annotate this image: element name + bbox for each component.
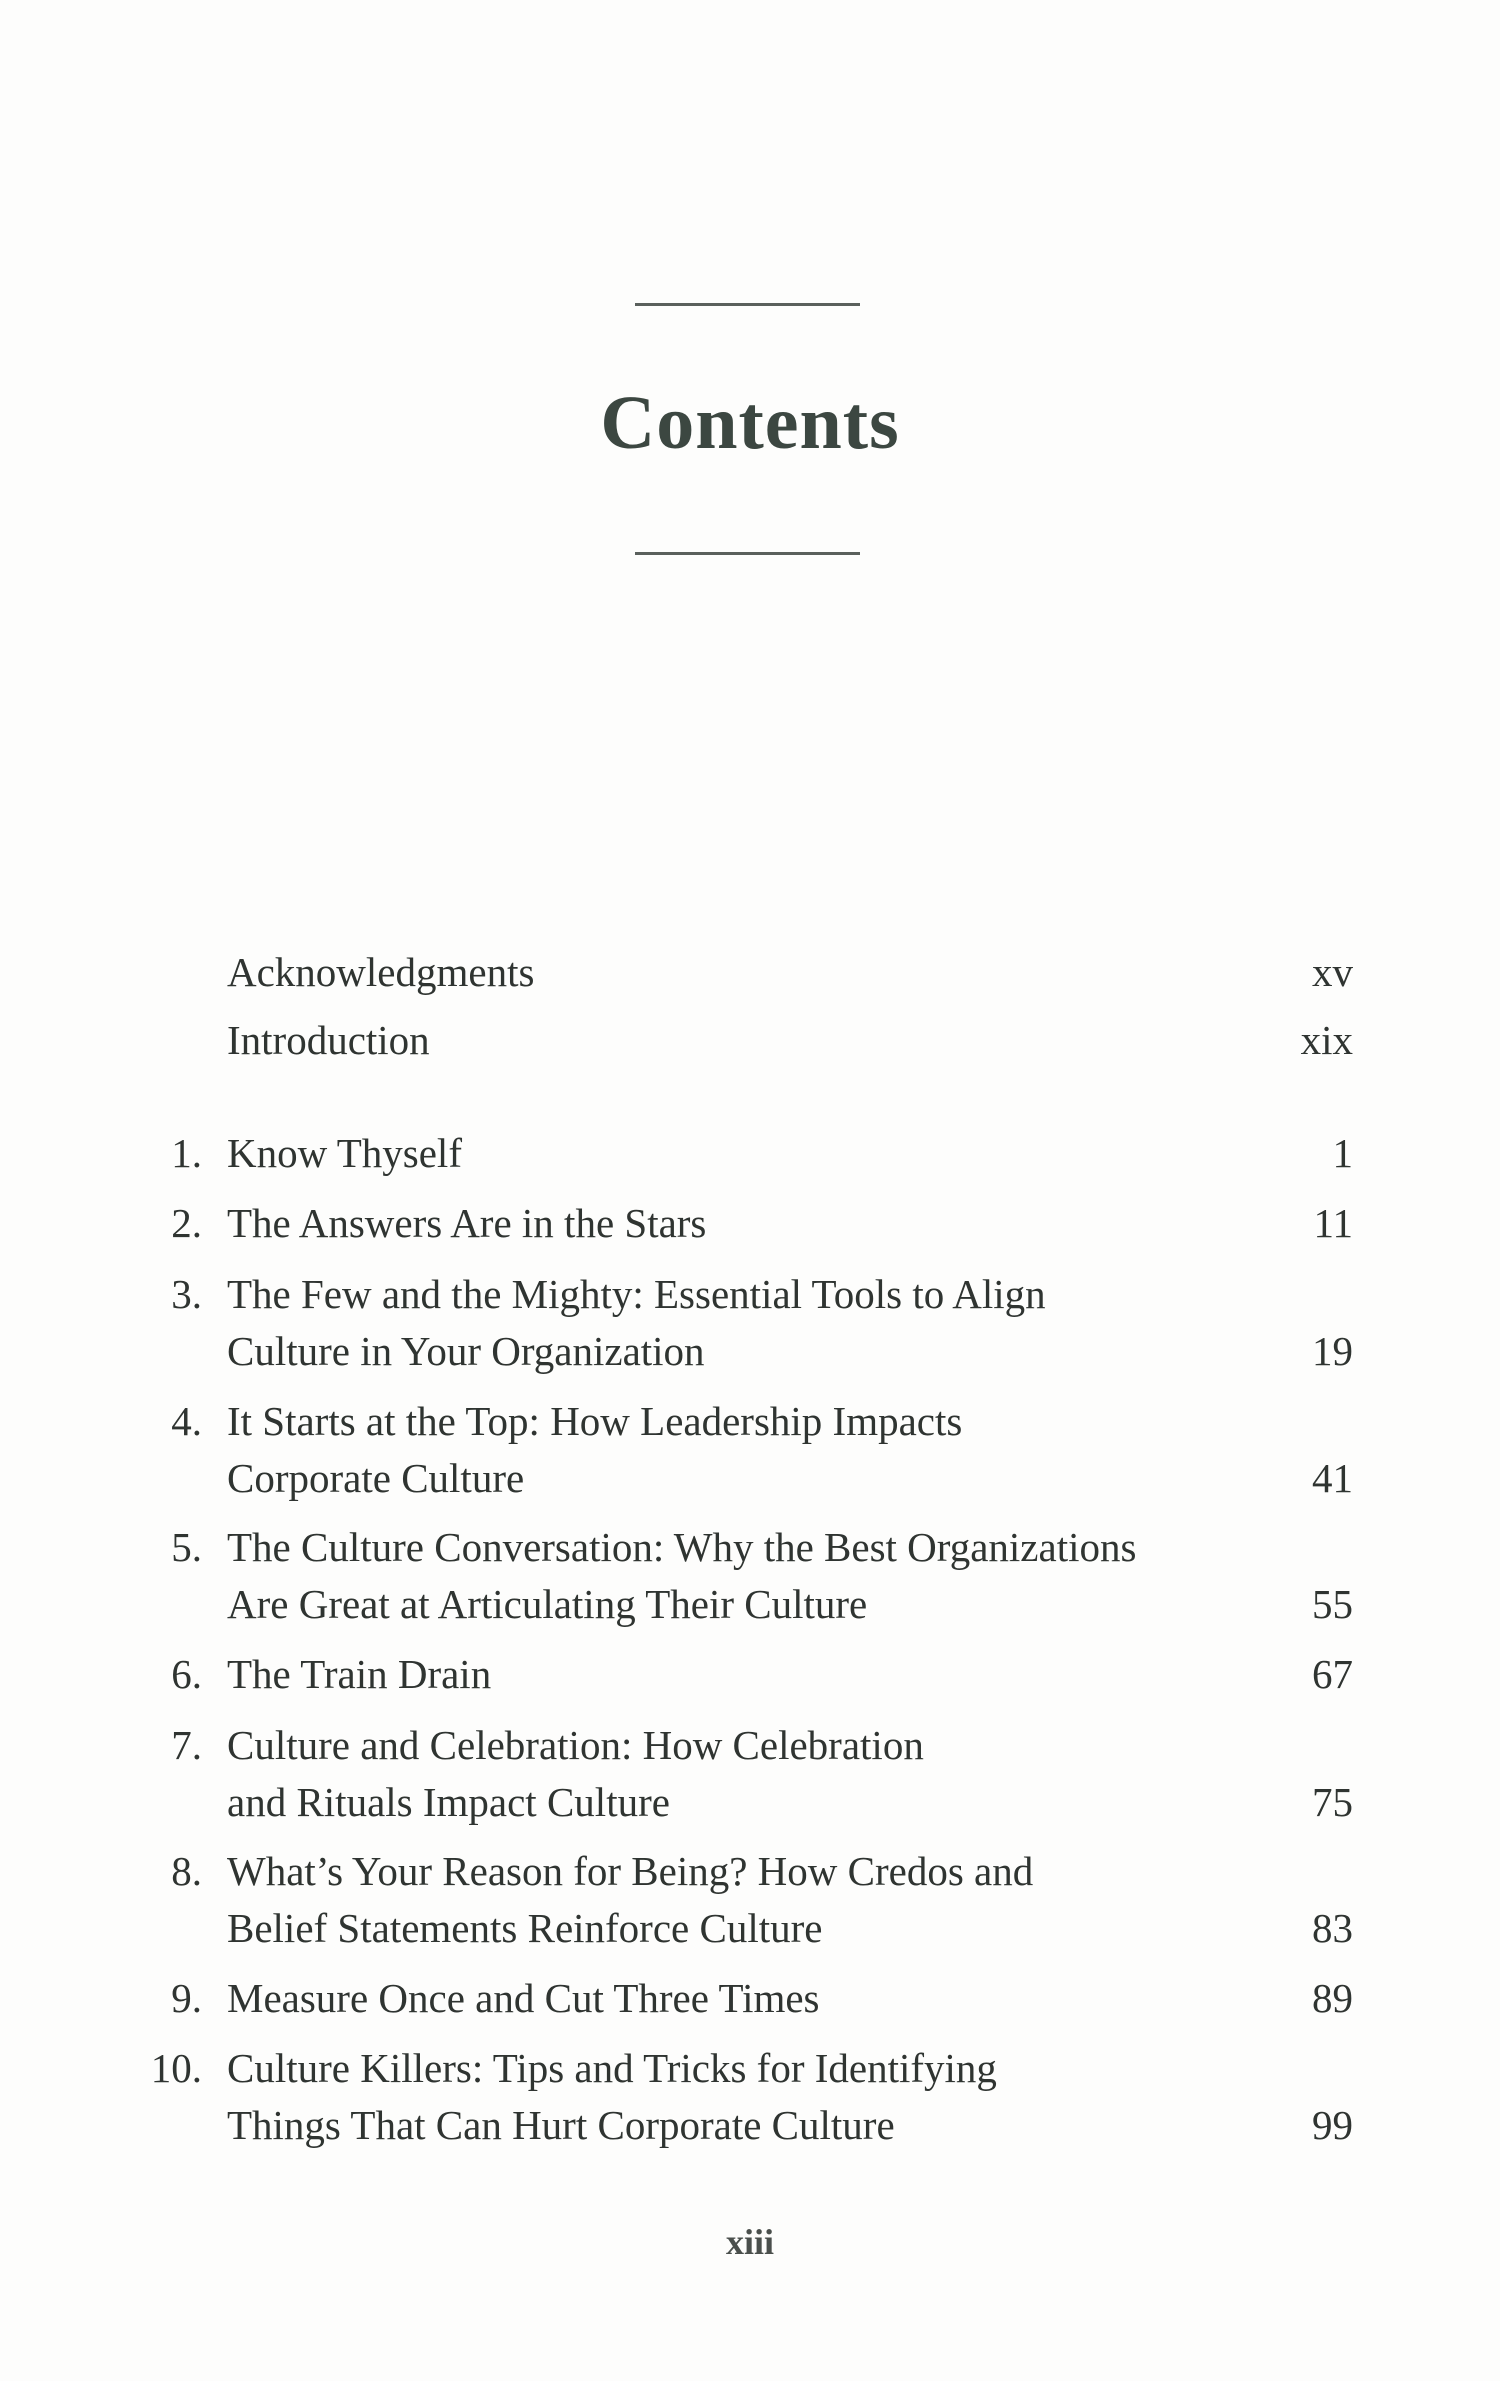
page-folio: xiii — [725, 2222, 774, 2262]
toc-page-number: xix — [1300, 1017, 1353, 1063]
toc-page-number: 75 — [1312, 1779, 1353, 1825]
chapter-number: 8. — [171, 1848, 202, 1894]
toc-page-number: 89 — [1312, 1975, 1353, 2021]
page-title: Contents — [600, 381, 900, 465]
toc-page-number: 11 — [1313, 1200, 1353, 1246]
toc-page-number: 55 — [1312, 1581, 1353, 1627]
toc-entry-label: Introduction — [227, 1017, 430, 1063]
toc-entry-label — [227, 1519, 1136, 1633]
toc-page-number: 1 — [1332, 1130, 1353, 1176]
chapter-number: 2. — [171, 1200, 202, 1246]
toc-page-number: 99 — [1312, 2102, 1353, 2148]
toc-entry-label — [227, 1843, 1033, 1957]
toc-entry-line: and Rituals Impact Culture — [227, 1779, 670, 1825]
toc-entry-line: The Few and the Mighty: Essential Tools to Align — [227, 1271, 1046, 1317]
chapter-number: 4. — [171, 1398, 202, 1444]
toc-entry-line: Measure Once and Cut Three Times — [227, 1975, 820, 2021]
toc-entry-label — [227, 1125, 462, 1182]
toc-entry-line: Culture Killers: Tips and Tricks for Identifying — [227, 2045, 997, 2091]
toc-entry-line: Are Great at Articulating Their Culture — [227, 1581, 868, 1627]
toc-entry-label — [227, 1717, 924, 1831]
chapter-number: 1. — [171, 1130, 202, 1176]
toc-entry-line: Culture in Your Organization — [227, 1328, 705, 1374]
toc-page-number: 83 — [1312, 1905, 1353, 1951]
chapter-number: 5. — [171, 1524, 202, 1570]
toc-page-number: xv — [1312, 949, 1353, 995]
toc-entry-line: Things That Can Hurt Corporate Culture — [227, 2102, 895, 2148]
chapter-number: 10. — [150, 2045, 202, 2091]
toc-entry-line: Culture and Celebration: How Celebration — [227, 1722, 924, 1768]
toc-entry-line: It Starts at the Top: How Leadership Impacts — [227, 1398, 963, 1444]
toc-entry-label — [227, 1393, 962, 1507]
toc-entry-line: The Culture Conversation: Why the Best Organizations — [227, 1524, 1137, 1570]
toc-page-number: 41 — [1312, 1455, 1353, 1501]
toc-entry-line: The Answers Are in the Stars — [227, 1200, 707, 1246]
toc-entry-line: Belief Statements Reinforce Culture — [227, 1905, 823, 1951]
toc-entry-label — [227, 2040, 997, 2154]
chapter-number: 6. — [171, 1651, 202, 1697]
chapter-number: 7. — [171, 1722, 202, 1768]
toc-page-number: 67 — [1312, 1651, 1353, 1697]
toc-entry-label — [227, 1266, 1046, 1380]
toc-entry-line: Know Thyself — [227, 1130, 462, 1176]
toc-entry-line: What’s Your Reason for Being? How Credos and — [227, 1848, 1034, 1894]
toc-entry-label: Acknowledgments — [227, 949, 535, 995]
toc-entry-label — [227, 1646, 491, 1703]
toc-entry-label — [227, 1195, 706, 1252]
toc-entry-label — [227, 1970, 820, 2027]
toc-page-number: 19 — [1312, 1328, 1353, 1374]
chapter-number: 9. — [171, 1975, 202, 2021]
chapter-number: 3. — [171, 1271, 202, 1317]
toc-entry-line: The Train Drain — [227, 1651, 492, 1697]
toc-entry-line: Corporate Culture — [227, 1455, 525, 1501]
